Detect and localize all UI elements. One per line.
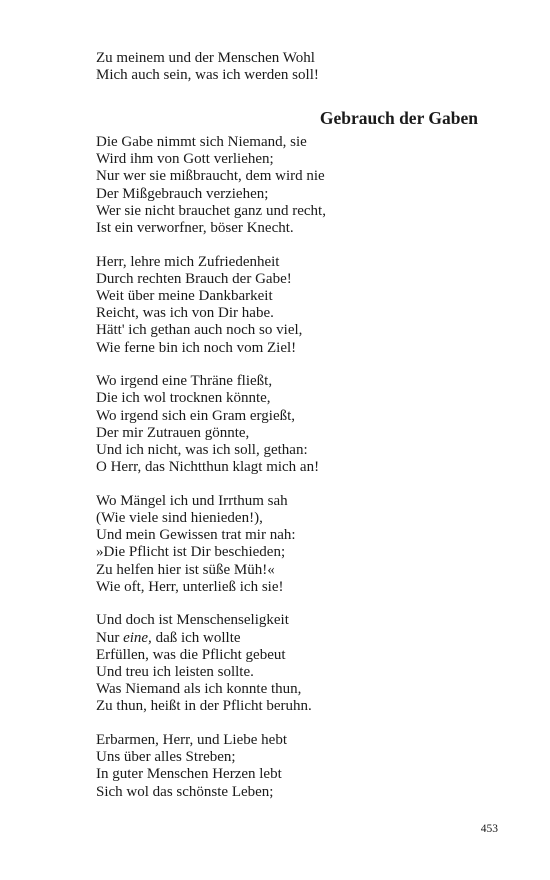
stanza-2 [96, 254, 326, 357]
poem-line: Nur wer sie mißbraucht, dem wird nie [96, 168, 325, 185]
poem-line: Zu meinem und der Menschen Wohl [96, 50, 315, 66]
poem-line: Erfüllen, was die Pflicht gebeut [96, 646, 286, 663]
poem-line: Und doch ist Menschenseligkeit [96, 612, 289, 629]
poem-line: Zu helfen hier ist süße Müh!« [96, 561, 275, 578]
poem-line: Sich wol das schönste Leben; [96, 783, 274, 800]
poem-line: Nur eine, daß ich wollte [96, 629, 241, 646]
stanza-4 [96, 493, 326, 596]
poem-line: Wie ferne bin ich noch vom Ziel! [96, 339, 297, 356]
stanza-3 [96, 373, 326, 476]
stanza-5 [96, 612, 326, 715]
poem-line: Hätt' ich gethan auch noch so viel, [96, 322, 303, 339]
poem-line: Erbarmen, Herr, und Liebe hebt [96, 732, 287, 749]
poem-line: Wo Mängel ich und Irrthum sah [96, 492, 288, 509]
poem-line: Und ich nicht, was ich soll, gethan: [96, 442, 308, 459]
poem-line: »Die Pflicht ist Dir beschieden; [96, 544, 286, 561]
poem-line: Durch rechten Brauch der Gabe! [96, 270, 292, 287]
poem-line: Reicht, was ich von Dir habe. [96, 305, 274, 322]
stanza-6 [96, 732, 326, 801]
poem-line: Wie oft, Herr, unterließ ich sie! [96, 578, 284, 595]
poem-line: Wer sie nicht brauchet ganz und recht, [96, 202, 326, 219]
poem-line: Weit über meine Dankbarkeit [96, 288, 273, 305]
stanza-1 [96, 134, 326, 237]
poem-line: Wo irgend sich ein Gram ergießt, [96, 407, 296, 424]
page-number: 453 [480, 823, 498, 835]
poem-line: Mich auch sein, was ich werden soll! [96, 67, 319, 84]
poem-line: Ist ein verworfner, böser Knecht. [96, 220, 294, 237]
poem-line: Wird ihm von Gott verliehen; [96, 151, 274, 168]
poem-title: Gebrauch der Gaben [319, 108, 478, 128]
poem-body [96, 134, 326, 817]
poem-line: Wo irgend eine Thräne fließt, [96, 373, 273, 390]
poem-line: Die Gabe nimmt sich Niemand, sie [96, 134, 307, 150]
poem-line: Was Niemand als ich konnte thun, [96, 681, 302, 698]
poem-line: Die ich wol trocknen könnte, [96, 390, 271, 407]
poem-line: Zu thun, heißt in der Pflicht beruhn. [96, 698, 312, 715]
poem-line: Der Mißgebrauch verziehen; [96, 185, 269, 202]
poem-line: Und mein Gewissen trat mir nah: [96, 527, 296, 544]
preceding-poem-ending [96, 50, 319, 84]
poem-line: In guter Menschen Herzen lebt [96, 766, 282, 783]
poem-line: Und treu ich leisten sollte. [96, 664, 254, 681]
poem-line: O Herr, das Nichtthun klagt mich an! [96, 459, 320, 476]
poem-line: Der mir Zutrauen gönnte, [96, 424, 250, 441]
poem-line: (Wie viele sind hienieden!), [96, 510, 263, 527]
poem-line: Uns über alles Streben; [96, 749, 236, 766]
poem-line: Herr, lehre mich Zufriedenheit [96, 253, 280, 270]
emphasized-word: eine, [123, 629, 152, 646]
